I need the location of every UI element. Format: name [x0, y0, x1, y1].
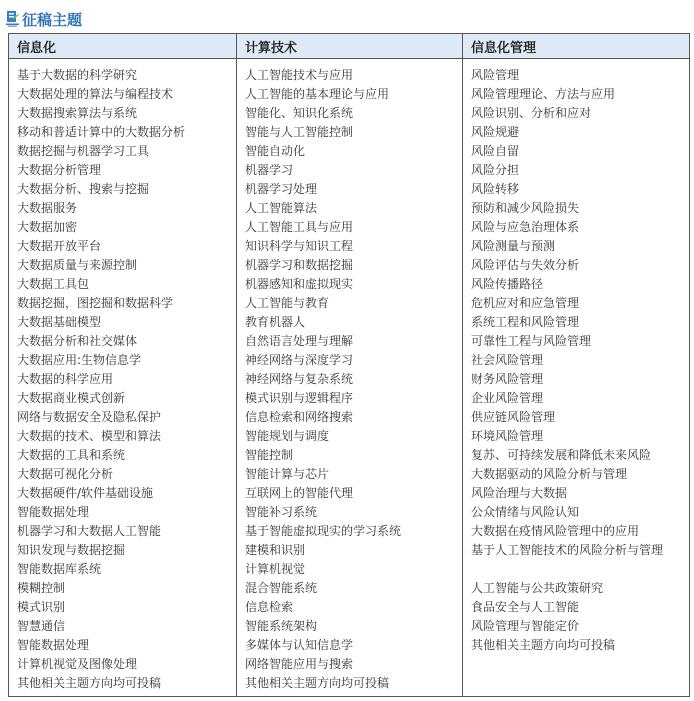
list-item: 大数据应用:生物信息学: [17, 353, 142, 367]
list-item: 移动和普适计算中的大数据分析: [17, 125, 186, 139]
list-item: 人工智能与教育: [245, 296, 330, 310]
topic-cell-information-management: [463, 59, 690, 697]
list-item: 风险转移: [471, 182, 520, 196]
list-item: 数据挖掘与机器学习工具: [17, 144, 150, 158]
list-item: 风险管理: [471, 68, 520, 82]
list-item: 环境风险管理: [471, 429, 544, 443]
list-item: 大数据的技术、模型和算法: [17, 429, 162, 443]
list-item: 大数据分析、搜索与挖掘: [17, 182, 150, 196]
list-item: 机器学习和数据挖掘: [245, 258, 354, 272]
list-item: 机器学习处理: [245, 182, 318, 196]
list-item: 基于大数据的科学研究: [17, 68, 138, 82]
list-item: 人工智能工具与应用: [245, 220, 354, 234]
section-header: [6, 8, 82, 30]
column-header-computing-technology: 计算技术: [237, 34, 463, 59]
list-item: 公众情绪与风险认知: [471, 505, 580, 519]
list-item: 大数据开放平台: [17, 239, 102, 253]
list-item: 大数据分析管理: [17, 163, 102, 177]
list-item: 多媒体与认知信息学: [245, 638, 354, 652]
list-item: 社会风险管理: [471, 353, 544, 367]
list-item: 智能补习系统: [245, 505, 318, 519]
table-body-row: [9, 59, 690, 697]
list-item: 大数据工具包: [17, 277, 90, 291]
list-item: 智能与人工智能控制: [245, 125, 354, 139]
list-item: 计算机视觉: [245, 562, 306, 576]
column-header-informatization: 信息化: [9, 34, 237, 59]
list-item: 大数据的工具和系统: [17, 448, 126, 462]
list-item: 基于智能虚拟现实的学习系统: [245, 524, 402, 538]
list-item: 系统工程和风险管理: [471, 315, 580, 329]
list-item: 机器学习和大数据人工智能: [17, 524, 162, 538]
list-item: 大数据的科学应用: [17, 372, 114, 386]
list-item: 智能规划与调度: [245, 429, 330, 443]
list-item: 智能数据处理: [17, 638, 90, 652]
column-header-information-management: 信息化管理: [463, 34, 690, 59]
list-item: 人工智能算法: [245, 201, 318, 215]
list-item: 人工智能的基本理论与应用: [245, 87, 390, 101]
topic-cell-computing-technology: [237, 59, 463, 697]
list-item: 其他相关主题方向均可投稿: [471, 638, 616, 652]
list-item: 风险自留: [471, 144, 520, 158]
list-item: 人工智能与公共政策研究: [471, 581, 604, 595]
list-item: 大数据基础模型: [17, 315, 102, 329]
list-item: 网络智能应用与搜索: [245, 657, 354, 671]
list-item: 财务风险管理: [471, 372, 544, 386]
list-item: 预防和减少风险损失: [471, 201, 580, 215]
list-item: 风险传播路径: [471, 277, 544, 291]
list-item: 智能控制: [245, 448, 294, 462]
list-item: 自然语言处理与理解: [245, 334, 354, 348]
list-item: 风险与应急治理体系: [471, 220, 580, 234]
list-item: 食品安全与人工智能: [471, 600, 580, 614]
topic-cell-informatization: [9, 59, 237, 697]
list-item: 人工智能技术与应用: [245, 68, 354, 82]
list-item: 知识发现与数据挖掘: [17, 543, 126, 557]
list-item: 风险规避: [471, 125, 520, 139]
list-item: 智能数据处理: [17, 505, 90, 519]
list-item: 智能数据库系统: [17, 562, 102, 576]
list-item: 风险管理理论、方法与应用: [471, 87, 616, 101]
list-item: 大数据驱动的风险分析与管理: [471, 467, 628, 481]
list-item: 信息检索和网络搜索: [245, 410, 354, 424]
list-item: 模糊控制: [17, 581, 66, 595]
list-item: 大数据商业模式创新: [17, 391, 126, 405]
list-item: 智能系统架构: [245, 619, 318, 633]
list-item: 数据挖掘，图挖掘和数据科学: [17, 296, 174, 310]
list-item: 大数据在疫情风险管理中的应用: [471, 524, 640, 538]
list-item: 知识科学与知识工程: [245, 239, 354, 253]
list-item: 信息检索: [245, 600, 294, 614]
list-item: 风险分担: [471, 163, 520, 177]
list-item: 风险识别、分析和应对: [471, 106, 592, 120]
list-item: 基于人工智能技术的风险分析与管理: [471, 543, 664, 557]
list-item: 风险管理与智能定价: [471, 619, 580, 633]
topic-list: [17, 66, 236, 693]
list-item: 混合智能系统: [245, 581, 318, 595]
list-item: 大数据硬件/软件基础设施: [17, 486, 154, 500]
list-item: 建模和识别: [245, 543, 306, 557]
list-item: 计算机视觉及图像处理: [17, 657, 138, 671]
list-item: 大数据服务: [17, 201, 78, 215]
table-header-row: [9, 34, 690, 59]
list-item: 机器学习: [245, 163, 294, 177]
list-item: 神经网络与深度学习: [245, 353, 354, 367]
list-item: 风险治理与大数据: [471, 486, 568, 500]
topics-table: [8, 33, 690, 697]
list-item: 风险评估与失效分析: [471, 258, 580, 272]
list-item: 可靠性工程与风险管理: [471, 334, 592, 348]
list-item: 模式识别与逻辑程序: [245, 391, 354, 405]
list-item: 智能自动化: [245, 144, 306, 158]
section-title: 征稿主题: [22, 10, 83, 29]
list-item: 大数据质量与来源控制: [17, 258, 138, 272]
list-item: 智能化、知识化系统: [245, 106, 354, 120]
list-item: 神经网络与复杂系统: [245, 372, 354, 386]
list-item: 互联网上的智能代理: [245, 486, 354, 500]
list-item: 机器感知和虚拟现实: [245, 277, 354, 291]
list-item: 危机应对和应急管理: [471, 296, 580, 310]
list-item: 供应链风险管理: [471, 410, 556, 424]
list-item: 其他相关主题方向均可投稿: [17, 676, 162, 690]
list-item: 大数据处理的算法与编程技术: [17, 87, 174, 101]
list-item: 企业风险管理: [471, 391, 544, 405]
list-item: 网络与数据安全及隐私保护: [17, 410, 162, 424]
list-item: 模式识别: [17, 600, 66, 614]
topic-list: [245, 66, 462, 693]
list-item: 智慧通信: [17, 619, 66, 633]
topic-list: [471, 66, 689, 655]
list-item: 教育机器人: [245, 315, 306, 329]
list-item: 大数据可视化分析: [17, 467, 114, 481]
list-item: 大数据搜索算法与系统: [17, 106, 138, 120]
list-item: 复苏、可持续发展和降低未来风险: [471, 448, 652, 462]
list-item: 风险测量与预测: [471, 239, 556, 253]
list-item: 智能计算与芯片: [245, 467, 330, 481]
list-item: 大数据分析和社交媒体: [17, 334, 138, 348]
list-item: 大数据加密: [17, 220, 78, 234]
list-item: 其他相关主题方向均可投稿: [245, 676, 390, 690]
submission-document-icon: [6, 11, 19, 27]
